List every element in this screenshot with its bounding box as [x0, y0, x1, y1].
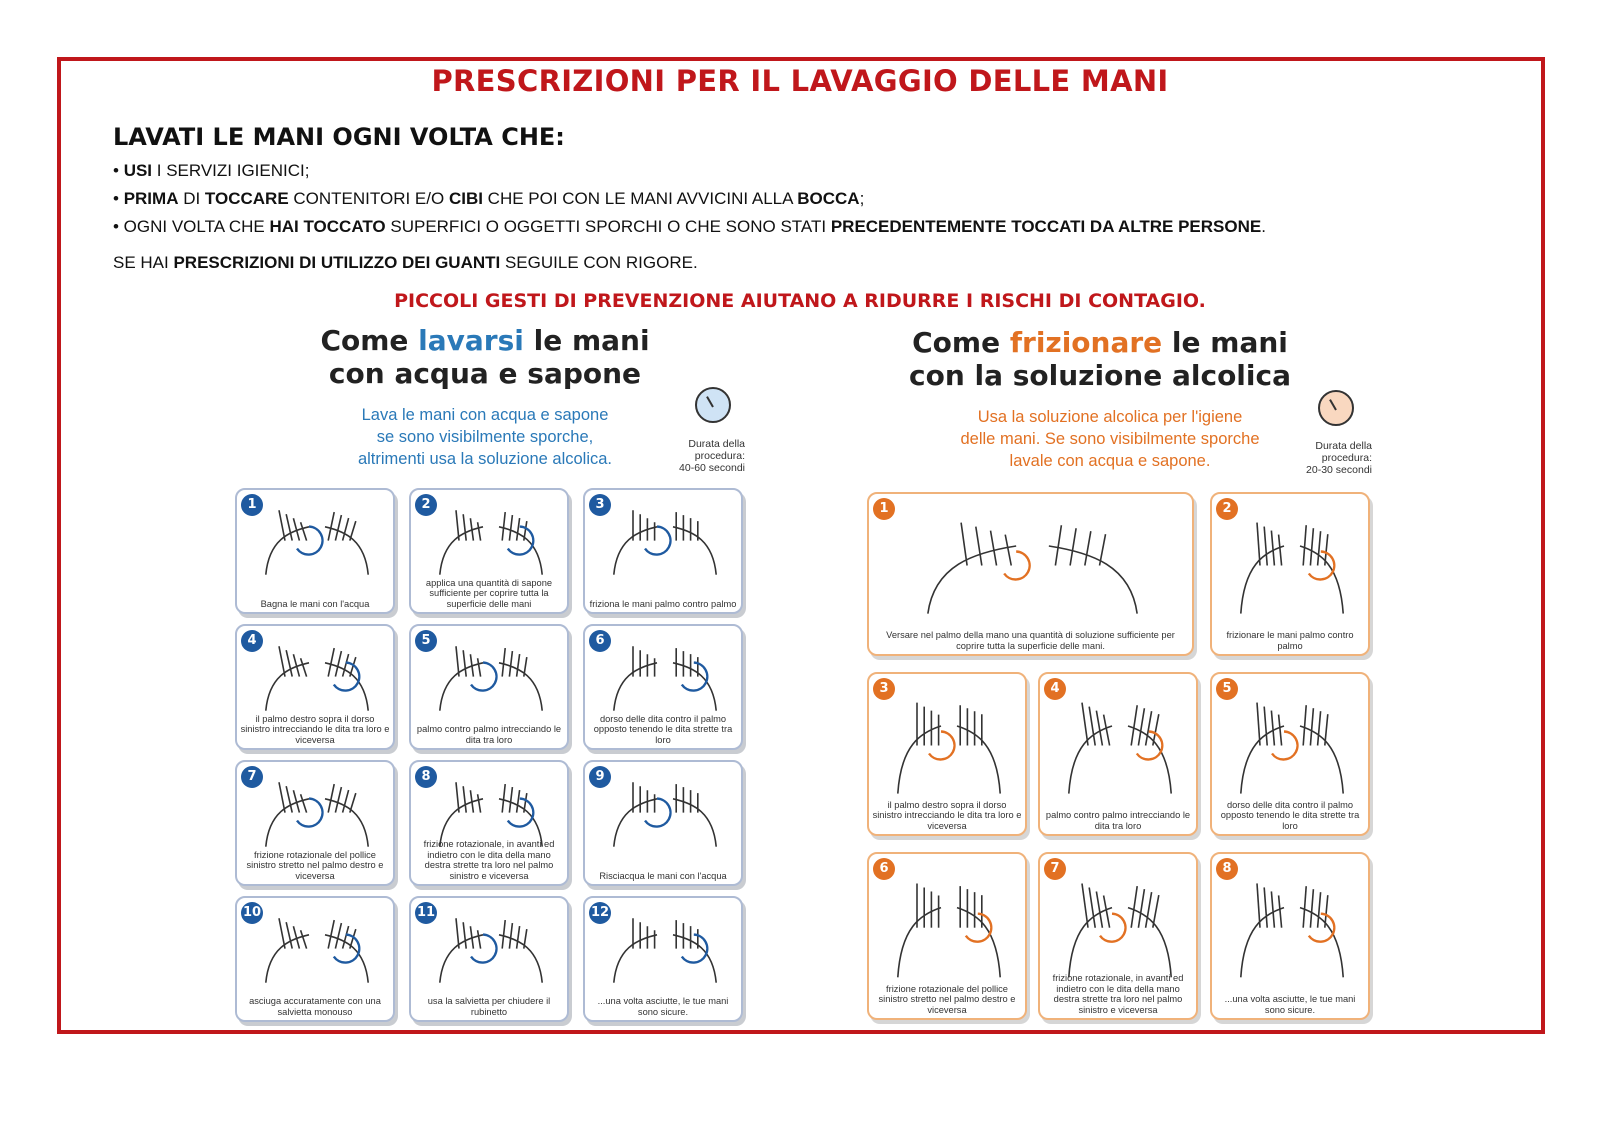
step-caption: asciuga accuratamente con una salvietta monouso	[249, 996, 381, 1017]
motion-arrow	[1004, 552, 1029, 580]
step-card	[1210, 672, 1370, 836]
motion-arrow	[1100, 914, 1125, 942]
step-number-badge: 6	[873, 858, 895, 880]
subtext-line: Lava le mani con acqua e sapone	[361, 406, 609, 424]
duration-line: procedura:	[694, 450, 745, 462]
step-card	[583, 624, 743, 750]
step-card	[583, 488, 743, 614]
step-caption: il palmo destro sopra il dorso sinistro intrecciando le dita tra loro e viceversa	[240, 713, 390, 745]
step-card	[1210, 492, 1370, 656]
step-card	[1038, 672, 1198, 836]
heading-text: Come	[912, 326, 1010, 359]
motion-arrow	[471, 663, 496, 691]
step-caption: il palmo destro sopra il dorso sinistro intrecciando le dita tra loro e viceversa	[872, 799, 1022, 831]
heading-text: con la soluzione alcolica	[908, 359, 1291, 392]
step-number-badge: 7	[1044, 858, 1066, 880]
clock-icon	[1318, 390, 1354, 426]
step-caption: friziona le mani palmo contro palmo	[589, 598, 737, 609]
step-caption: dorso delle dita contro il palmo opposto tenendo le dita strette tra loro	[1220, 799, 1360, 831]
step-caption: ...una volta asciutte, le tue mani sono sicure.	[597, 996, 729, 1017]
subtext-line: lavale con acqua e sapone.	[1009, 452, 1211, 470]
step-number-badge: 10	[241, 902, 263, 924]
step-caption: frizione rotazionale, in avanti ed indietro con le dita della mano destra strette tra loro nel palmo sinistro e viceversa	[1052, 973, 1184, 1015]
subtext-line: se sono visibilmente sporche,	[376, 428, 594, 446]
motion-arrow	[929, 732, 954, 760]
step-number-badge: 4	[241, 630, 263, 652]
duration-line: Durata della	[1315, 440, 1372, 452]
subtext-line: delle mani. Se sono visibilmente sporche	[960, 430, 1260, 448]
step-caption: palmo contro palmo intrecciando le dita tra loro	[1045, 810, 1191, 831]
step-number-badge: 9	[589, 766, 611, 788]
step-card	[235, 760, 395, 886]
prevention-banner: PICCOLI GESTI DI PREVENZIONE AIUTANO A RIDURRE I RISCHI DI CONTAGIO.	[394, 290, 1206, 312]
step-number-badge: 12	[589, 902, 611, 924]
step-number-badge: 2	[1216, 498, 1238, 520]
step-caption: Risciacqua le mani con l'acqua	[599, 870, 727, 881]
step-caption: usa la salvietta per chiudere il rubinetto	[427, 996, 551, 1017]
heading-text: le mani	[1162, 326, 1288, 359]
step-caption: ...una volta asciutte, le tue mani sono sicure.	[1224, 994, 1356, 1015]
step-number-badge: 7	[241, 766, 263, 788]
step-caption: palmo contro palmo intrecciando le dita tra loro	[416, 724, 562, 745]
step-number-badge: 6	[589, 630, 611, 652]
motion-arrow	[297, 527, 322, 555]
step-card	[1210, 852, 1370, 1020]
document-title: PRESCRIZIONI PER IL LAVAGGIO DELLE MANI	[431, 64, 1169, 98]
step-card	[867, 852, 1027, 1020]
motion-arrow	[1272, 732, 1297, 760]
step-number-badge: 8	[415, 766, 437, 788]
poster-alcohol-heading	[900, 326, 1300, 392]
step-card	[409, 488, 569, 614]
step-number-badge: 1	[241, 494, 263, 516]
step-card	[867, 672, 1027, 836]
motion-arrow	[966, 914, 991, 942]
step-card	[1038, 852, 1198, 1020]
subtext-line: altrimenti usa la soluzione alcolica.	[357, 450, 613, 468]
step-number-badge: 8	[1216, 858, 1238, 880]
step-caption: frizione rotazionale del pollice sinistro stretto nel palmo destro e viceversa	[246, 849, 384, 881]
step-card	[235, 488, 395, 614]
step-card	[583, 760, 743, 886]
step-number-badge: 5	[415, 630, 437, 652]
motion-arrow	[1309, 552, 1334, 580]
poster-alcohol-subtext	[935, 406, 1285, 472]
step-caption: applica una quantità di sapone sufficiente per coprire tutta la superficie delle mani	[425, 577, 553, 609]
heading-keyword: lavarsi	[418, 324, 524, 357]
step-caption: frizione rotazionale del pollice sinistro stretto nel palmo destro e viceversa	[878, 983, 1016, 1015]
duration-line: 40-60 secondi	[679, 462, 745, 474]
section-subtitle: LAVATI LE MANI OGNI VOLTA CHE:	[113, 123, 565, 151]
step-number-badge: 1	[873, 498, 895, 520]
poster-water-subtext	[310, 404, 660, 470]
motion-arrow	[645, 799, 670, 827]
step-caption: Bagna le mani con l'acqua	[260, 598, 370, 609]
step-caption: frizione rotazionale, in avanti ed indietro con le dita della mano destra strette tra loro nel palmo sinistro e viceversa	[423, 839, 555, 881]
heading-keyword: frizionare	[1009, 326, 1163, 359]
step-caption: dorso delle dita contro il palmo opposto tenendo le dita strette tra loro	[593, 713, 733, 745]
rules-list	[113, 157, 1266, 241]
step-card	[409, 896, 569, 1022]
step-card	[235, 624, 395, 750]
duration-label	[650, 438, 745, 474]
step-card	[409, 760, 569, 886]
duration-line: Durata della	[688, 438, 745, 450]
rule-item: • OGNI VOLTA CHE HAI TOCCATO SUPERFICI O OGGETTI SPORCHI O CHE SONO STATI PRECEDENTEMENTE TOCCATI DA ALTRE PERSONE.	[113, 217, 1266, 236]
poster-water-heading	[300, 324, 670, 390]
step-card	[867, 492, 1194, 656]
step-card	[409, 624, 569, 750]
motion-arrow	[1309, 914, 1334, 942]
step-caption: frizionare le mani palmo contro palmo	[1226, 630, 1354, 651]
step-card	[235, 896, 395, 1022]
heading-text: Come	[320, 324, 419, 357]
motion-arrow	[471, 935, 496, 963]
heading-text: le mani	[523, 324, 650, 357]
duration-line: procedura:	[1321, 452, 1372, 464]
clock-icon	[695, 387, 731, 423]
step-number-badge: 4	[1044, 678, 1066, 700]
heading-text: con acqua e sapone	[328, 357, 642, 390]
gloves-note: SE HAI PRESCRIZIONI DI UTILIZZO DEI GUANTI SEGUILE CON RIGORE.	[113, 253, 698, 272]
step-number-badge: 3	[873, 678, 895, 700]
step-card	[583, 896, 743, 1022]
rule-item: • PRIMA DI TOCCARE CONTENITORI E/O CIBI CHE POI CON LE MANI AVVICINI ALLA BOCCA;	[113, 189, 865, 208]
step-number-badge: 3	[589, 494, 611, 516]
subtext-line: Usa la soluzione alcolica per l'igiene	[977, 408, 1243, 426]
step-caption: Versare nel palmo della mano una quantità di soluzione sufficiente per coprire tutta la superficie delle mani.	[886, 630, 1175, 651]
step-number-badge: 5	[1216, 678, 1238, 700]
rule-item: • USI I SERVIZI IGIENICI;	[113, 161, 310, 180]
duration-label	[1270, 440, 1372, 476]
motion-arrow	[645, 527, 670, 555]
motion-arrow	[297, 799, 322, 827]
step-number-badge: 2	[415, 494, 437, 516]
step-number-badge: 11	[415, 902, 437, 924]
duration-line: 20-30 secondi	[1306, 464, 1372, 476]
